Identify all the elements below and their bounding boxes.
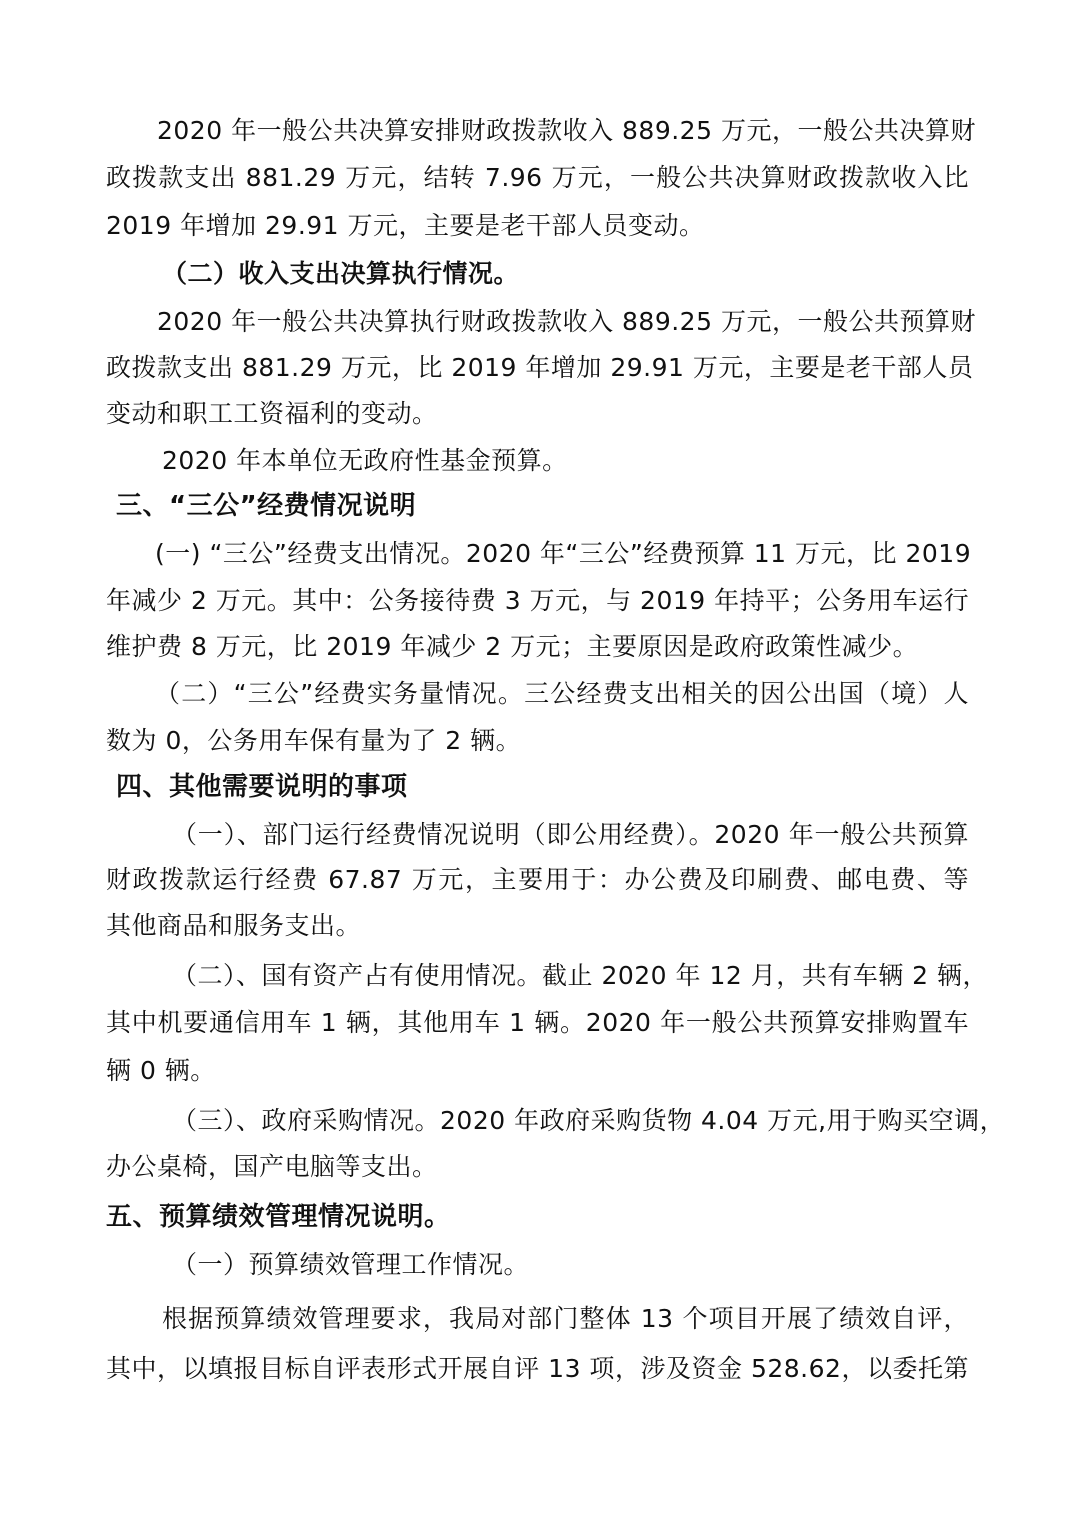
paragraph-line: 辆 0 辆。	[106, 1056, 216, 1085]
paragraph-line: 数为 0，公务用车保有量为了 2 辆。	[106, 726, 522, 755]
paragraph-line: 政拨款支出 881.29 万元，比 2019 年增加 29.91 万元，主要是老干部人员	[106, 353, 974, 382]
paragraph-line: 政拨款支出 881.29 万元，结转 7.96 万元，一般公共决算财政拨款收入比	[106, 163, 969, 192]
paragraph-line: 其中，以填报目标自评表形式开展自评 13 项，涉及资金 528.62，以委托第	[106, 1354, 969, 1383]
paragraph-line: 财政拨款运行经费 67.87 万元，主要用于：办公费及印刷费、邮电费、等	[106, 865, 969, 894]
section-heading: 三、“三公”经费情况说明	[116, 491, 417, 521]
paragraph-line: 2020 年一般公共决算执行财政拨款收入 889.25 万元，一般公共预算财	[157, 307, 976, 336]
paragraph-line: （一）预算绩效管理工作情况。	[172, 1250, 530, 1279]
subheading: （二）收入支出决算执行情况。	[162, 259, 520, 288]
paragraph-line: 变动和职工工资福利的变动。	[106, 399, 438, 428]
paragraph-line: 其中机要通信用车 1 辆，其他用车 1 辆。2020 年一般公共预算安排购置车	[106, 1008, 969, 1037]
paragraph-line: （二）、国有资产占有使用情况。截止 2020 年 12 月，共有车辆 2 辆，	[172, 961, 989, 990]
paragraph-line: 2019 年增加 29.91 万元，主要是老干部人员变动。	[106, 211, 705, 240]
paragraph-line: 2020 年本单位无政府性基金预算。	[162, 446, 568, 475]
section-heading: 四、其他需要说明的事项	[116, 772, 408, 802]
section-heading: 五、预算绩效管理情况说明。	[106, 1202, 451, 1232]
paragraph-line: 维护费 8 万元，比 2019 年减少 2 万元；主要原因是政府政策性减少。	[106, 632, 919, 661]
paragraph-line: 办公桌椅，国产电脑等支出。	[106, 1152, 438, 1181]
paragraph-line: 根据预算绩效管理要求，我局对部门整体 13 个项目开展了绩效自评，	[162, 1304, 969, 1333]
paragraph-line: 2020 年一般公共决算安排财政拨款收入 889.25 万元，一般公共决算财	[157, 116, 976, 145]
paragraph-line: （二）“三公”经费实务量情况。三公经费支出相关的因公出国（境）人	[155, 679, 969, 708]
paragraph-line: （一）、部门运行经费情况说明（即公用经费）。2020 年一般公共预算	[172, 820, 969, 849]
paragraph-line: (一) “三公”经费支出情况。2020 年“三公”经费预算 11 万元，比 2019	[155, 539, 972, 568]
paragraph-line: 年减少 2 万元。其中：公务接待费 3 万元，与 2019 年持平；公务用车运行	[106, 586, 970, 615]
paragraph-line: 其他商品和服务支出。	[106, 911, 362, 940]
paragraph-line: （三）、政府采购情况。2020 年政府采购货物 4.04 万元,用于购买空调，	[172, 1106, 1006, 1135]
